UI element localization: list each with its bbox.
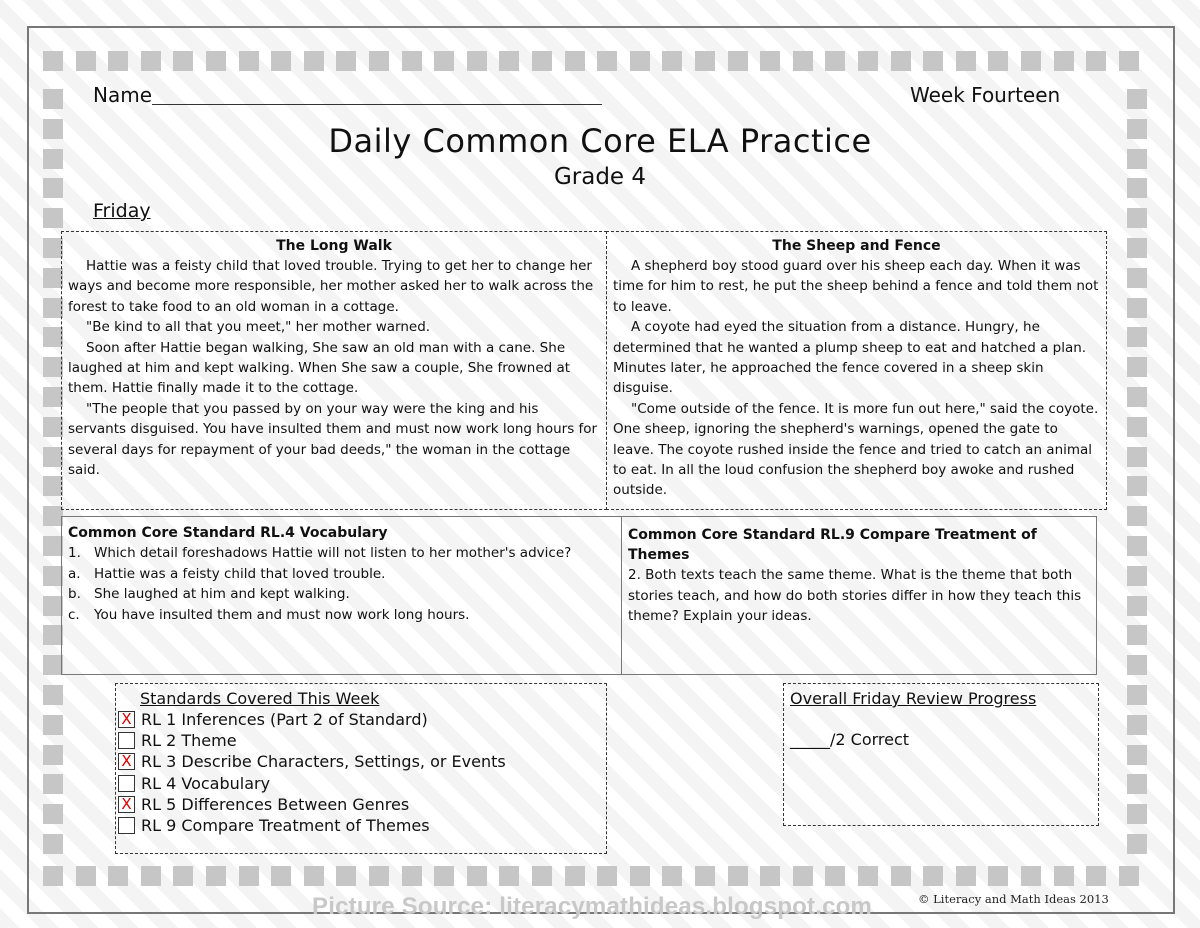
border-square	[173, 51, 193, 71]
border-square	[956, 51, 976, 71]
border-square	[43, 834, 63, 854]
option-label: c.	[68, 606, 80, 623]
border-square	[467, 866, 487, 886]
border-square	[1127, 89, 1147, 109]
border-square	[1021, 866, 1041, 886]
option-text: Hattie was a feisty child that loved trouble.	[94, 565, 386, 582]
border-square	[956, 866, 976, 886]
border-square	[1086, 51, 1106, 71]
border-square	[239, 51, 259, 71]
question-2-box[interactable]	[621, 516, 1097, 675]
border-square	[793, 51, 813, 71]
standard-label: RL 3 Describe Characters, Settings, or Events	[141, 752, 506, 772]
border-square	[108, 866, 128, 886]
standard-checkbox[interactable]	[118, 796, 135, 813]
border-square	[43, 715, 63, 735]
standard-label: RL 2 Theme	[141, 731, 237, 751]
question-text: Which detail foreshadows Hattie will not listen to her mother's advice?	[94, 545, 572, 561]
question-number: 1.	[68, 545, 81, 561]
passage-long-walk	[61, 231, 607, 510]
check-mark-icon: X	[121, 752, 132, 771]
standard-title: Common Core Standard RL.9 Compare Treatment of Themes	[628, 527, 1037, 563]
border-square	[923, 51, 943, 71]
question-2-text: 2. Both texts teach the same theme. What is the theme that both stories teach, and how do both stories differ in how they teach this theme? Explain your ideas.	[628, 567, 1082, 624]
passage-paragraph: Hattie was a feisty child that loved trouble. Trying to get her to change her ways and become more responsible, her mother asked her to walk across the forest to take food to an old woman in a cottage.	[68, 258, 594, 315]
border-square	[1086, 866, 1106, 886]
border-square	[760, 866, 780, 886]
border-square	[239, 866, 259, 886]
border-square	[43, 89, 63, 109]
border-square	[1054, 866, 1074, 886]
border-square	[271, 866, 291, 886]
border-square	[1127, 268, 1147, 288]
review-progress-box	[783, 683, 1099, 826]
border-square	[499, 51, 519, 71]
border-square	[76, 866, 96, 886]
border-square	[1127, 298, 1147, 318]
passage-paragraph: A shepherd boy stood guard over his sheep each day. When it was time for him to rest, he put the sheep behind a fence and told them not to leave.	[613, 258, 1099, 315]
border-square	[1127, 357, 1147, 377]
border-square	[1021, 51, 1041, 71]
border-square	[206, 866, 226, 886]
border-square	[1127, 417, 1147, 437]
answer-option-b[interactable]	[68, 584, 615, 605]
week-label: Week Fourteen	[910, 83, 1061, 107]
standard-label: RL 9 Compare Treatment of Themes	[141, 815, 430, 835]
border-square	[728, 866, 748, 886]
question-1-prompt	[68, 543, 615, 564]
border-square	[695, 51, 715, 71]
border-square	[402, 51, 422, 71]
border-square	[825, 51, 845, 71]
border-square	[43, 745, 63, 765]
border-square	[532, 866, 552, 886]
border-square	[434, 51, 454, 71]
option-text: You have insulted them and must now work long hours.	[94, 606, 470, 623]
border-square	[1119, 866, 1139, 886]
border-square	[760, 51, 780, 71]
standard-item	[118, 751, 606, 772]
border-square	[43, 566, 63, 586]
border-square	[1127, 208, 1147, 228]
standards-checklist	[115, 683, 607, 854]
passage-paragraph: "Come outside of the fence. It is more fun out here," said the coyote. One sheep, ignoring the shepherd's warnings, opened the gate to leave. The coyote rushed inside the fence and tried to catch an animal to eat. In all the loud confusion the shepherd boy awoke and rushed outside.	[613, 400, 1099, 499]
passage-title: The Sheep and Fence	[772, 238, 941, 254]
border-square	[43, 298, 63, 318]
border-square	[565, 866, 585, 886]
border-square	[43, 596, 63, 616]
border-square	[43, 866, 63, 886]
border-square	[1127, 625, 1147, 645]
standard-item	[118, 773, 606, 794]
border-square	[1127, 238, 1147, 258]
border-square	[43, 51, 63, 71]
border-square	[108, 51, 128, 71]
border-square	[858, 51, 878, 71]
border-square	[43, 774, 63, 794]
border-square	[43, 208, 63, 228]
border-square	[1127, 774, 1147, 794]
option-label: a.	[68, 565, 81, 582]
border-square	[141, 866, 161, 886]
border-square	[988, 866, 1008, 886]
passage-paragraph: "The people that you passed by on your way were the king and his servants disguised. You have insulted them and must now work long hours for several days for repayment of your bad deeds," the woman in the cottage said.	[68, 400, 598, 479]
question-1-box	[61, 516, 622, 675]
border-square	[43, 804, 63, 824]
border-square	[434, 866, 454, 886]
answer-option-c[interactable]	[68, 605, 615, 626]
border-square	[43, 685, 63, 705]
border-square	[1127, 506, 1147, 526]
border-square	[499, 866, 519, 886]
answer-option-a[interactable]	[68, 564, 615, 585]
border-square	[304, 866, 324, 886]
border-square	[891, 51, 911, 71]
standard-checkbox[interactable]	[118, 775, 135, 792]
picture-source-watermark: Picture Source: literacymathideas.blogspot.com	[312, 893, 873, 920]
border-square	[1127, 566, 1147, 586]
border-square	[630, 866, 650, 886]
option-text: She laughed at him and kept walking.	[94, 586, 350, 602]
standard-label: RL 5 Differences Between Genres	[141, 794, 410, 814]
border-square	[43, 327, 63, 347]
border-square	[336, 51, 356, 71]
border-square	[858, 866, 878, 886]
review-score[interactable]: _____/2 Correct	[790, 730, 910, 749]
border-square	[43, 447, 63, 467]
border-square	[630, 51, 650, 71]
standard-item	[118, 794, 606, 815]
passage-paragraph: A coyote had eyed the situation from a distance. Hungry, he determined that he wanted a plump sheep to eat and hatched a plan. Minutes later, he approached the fence covered in a sheep skin disguise.	[613, 319, 1087, 397]
standards-title: Standards Covered This Week	[140, 689, 380, 708]
border-square	[43, 536, 63, 556]
standard-label: RL 1 Inferences (Part 2 of Standard)	[141, 710, 428, 729]
border-square	[1127, 655, 1147, 675]
border-square	[1119, 51, 1139, 71]
border-square	[1127, 596, 1147, 616]
border-square	[304, 51, 324, 71]
check-mark-icon: X	[121, 710, 132, 729]
border-square	[1127, 327, 1147, 347]
option-label: b.	[68, 586, 81, 602]
standard-checkbox[interactable]	[118, 732, 135, 749]
border-square	[988, 51, 1008, 71]
border-square	[43, 506, 63, 526]
border-square	[43, 655, 63, 675]
border-square	[141, 51, 161, 71]
name-label: Name	[93, 83, 153, 107]
check-mark-icon: X	[121, 794, 132, 813]
border-square	[271, 51, 291, 71]
border-square	[1054, 51, 1074, 71]
border-square	[1127, 715, 1147, 735]
border-square	[402, 866, 422, 886]
border-square	[1127, 447, 1147, 467]
border-square	[1127, 476, 1147, 496]
border-square	[336, 866, 356, 886]
standard-checkbox[interactable]	[118, 753, 135, 770]
standard-item	[118, 815, 606, 836]
name-field[interactable]	[152, 104, 602, 105]
border-square	[728, 51, 748, 71]
day-label: Friday	[93, 200, 151, 222]
grade-label: Grade 4	[553, 164, 647, 190]
border-square	[1127, 804, 1147, 824]
border-square	[173, 866, 193, 886]
border-square	[43, 268, 63, 288]
border-square	[597, 51, 617, 71]
border-square	[532, 51, 552, 71]
border-square	[1127, 745, 1147, 765]
standard-item	[118, 730, 606, 751]
border-square	[43, 476, 63, 496]
border-square	[369, 866, 389, 886]
border-square	[1127, 834, 1147, 854]
border-square	[369, 51, 389, 71]
passage-sheep-and-fence	[606, 231, 1107, 510]
standard-checkbox[interactable]	[118, 817, 135, 834]
border-square	[662, 51, 682, 71]
passage-paragraph: "Be kind to all that you meet," her mother warned.	[86, 319, 431, 336]
border-square	[565, 51, 585, 71]
border-square	[793, 866, 813, 886]
border-square	[1127, 387, 1147, 407]
copyright-notice: © Literacy and Math Ideas 2013	[918, 892, 1109, 906]
border-square	[43, 417, 63, 437]
border-square	[43, 387, 63, 407]
border-square	[1127, 685, 1147, 705]
border-square	[76, 51, 96, 71]
border-square	[43, 625, 63, 645]
standard-label: RL 4 Vocabulary	[141, 773, 271, 793]
border-square	[923, 866, 943, 886]
standard-checkbox[interactable]	[118, 711, 135, 728]
page-title: Daily Common Core ELA Practice	[328, 122, 872, 160]
border-square	[1127, 536, 1147, 556]
border-square	[467, 51, 487, 71]
border-square	[43, 357, 63, 377]
standard-title: Common Core Standard RL.4 Vocabulary	[68, 525, 388, 541]
passage-title: The Long Walk	[276, 238, 392, 254]
border-square	[597, 866, 617, 886]
review-title: Overall Friday Review Progress	[790, 689, 1037, 708]
border-square	[695, 866, 715, 886]
border-square	[43, 238, 63, 258]
border-square	[825, 866, 845, 886]
border-square	[891, 866, 911, 886]
border-square	[662, 866, 682, 886]
standard-item	[118, 709, 606, 730]
border-square	[206, 51, 226, 71]
passage-paragraph: Soon after Hattie began walking, She saw an old man with a cane. She laughed at him and kept walking. When She saw a couple, She frowned at them. Hattie finally made it to the cottage.	[68, 339, 571, 397]
